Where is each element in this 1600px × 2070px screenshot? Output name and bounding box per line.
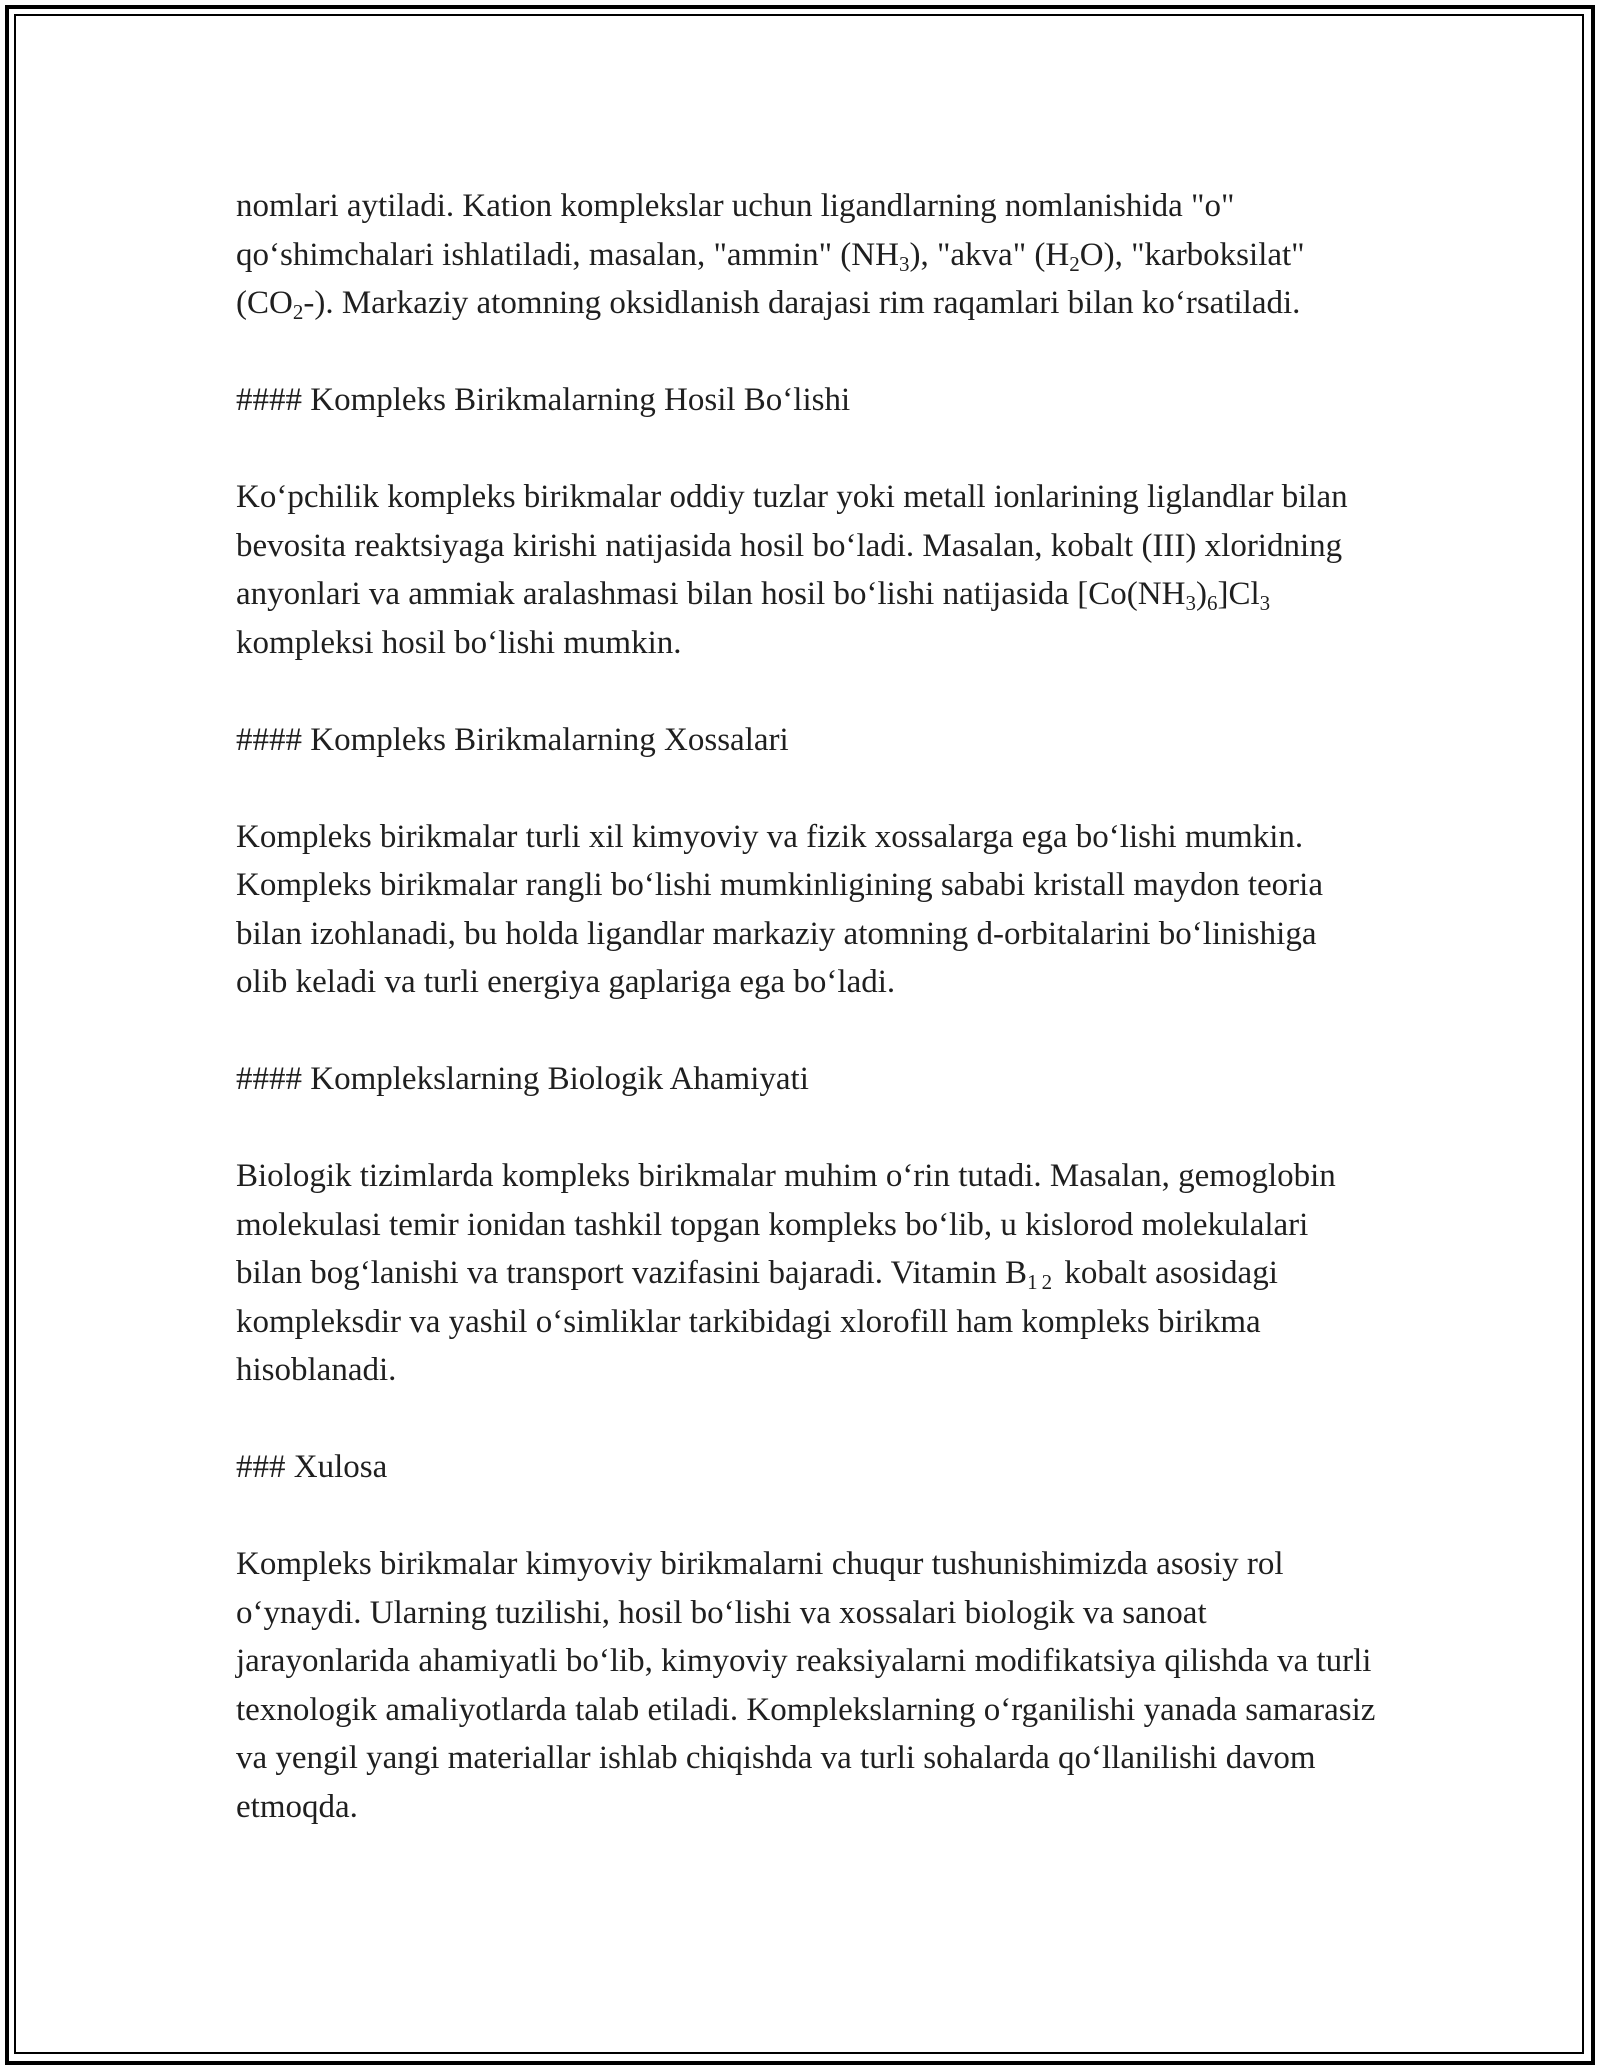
paragraph-properties: Kompleks birikmalar turli xil kimyoviy va fizik xossalarga ega bo‘lishi mumkin. Kompleks birikmalar rangli bo‘lishi mumkinligining sababi kristall maydon teoria bilan izohlanadi, bu holda ligandlar markaziy atomning d-orbitalarini bo‘linishiga olib keladi va turli energiya gaplariga ega bo‘ladi. <box>236 818 1323 1000</box>
paragraph-nomenclature: nomlari aytiladi. Kation komplekslar uchun ligandlarning nomlanishida "o" qo‘shimchalari ishlatiladi, masalan, "ammin" $(NH_3)$, "akva" $(H_2O)$, "karboksilat" $(CO_2-)$. Markaziy atomning oksidlanish darajasi rim raqamlari bilan ko‘rsatiladi. <box>236 188 1305 324</box>
heading-biological: #### Komplekslarning Biologik Ahamiyati <box>236 1061 809 1097</box>
document-body <box>236 182 1376 1831</box>
paragraph-formation: Ko‘pchilik kompleks birikmalar oddiy tuzlar yoki metall ionlarining liglandlar bilan bevosita reaktsiyaga kirishi natijasida hosil bo‘ladi. Masalan, kobalt (III) xloridning anyonlari va ammiak aralashmasi bilan hosil bo‘lishi natijasida $[Co(NH_3)_6]Cl_3$ kompleksi hosil bo‘lishi mumkin. <box>236 479 1348 661</box>
paragraph-conclusion: Kompleks birikmalar kimyoviy birikmalarni chuqur tushunishimizda asosiy rol o‘ynaydi. Ularning tuzilishi, hosil bo‘lishi va xossalari biologik va sanoat jarayonlarida ahamiyatli bo‘lib, kimyoviy reaksiyalarni modifikatsiya qilishda va turli texnologik amaliyotlarda talab etiladi. Komplekslarning o‘rganilishi yanada samarasiz va yengil yangi materiallar ishlab chiqishda va turli sohalarda qo‘llanilishi davom etmoqda. <box>236 1546 1376 1825</box>
paragraph-biological: Biologik tizimlarda kompleks birikmalar muhim o‘rin tutadi. Masalan, gemoglobin molekulasi temir ionidan tashkil topgan kompleks bo‘lib, u kislorod molekulalari bilan bog‘lanishi va transport vazifasini bajaradi. Vitamin $B_{12}$ kobalt asosidagi kompleksdir va yashil o‘simliklar tarkibidagi xlorofill ham kompleks birikma hisoblanadi. <box>236 1158 1336 1388</box>
heading-conclusion: ### Xulosa <box>236 1449 388 1485</box>
heading-properties: #### Kompleks Birikmalarning Xossalari <box>236 721 789 758</box>
heading-formation: #### Kompleks Birikmalarning Hosil Bo‘lishi <box>236 382 851 418</box>
